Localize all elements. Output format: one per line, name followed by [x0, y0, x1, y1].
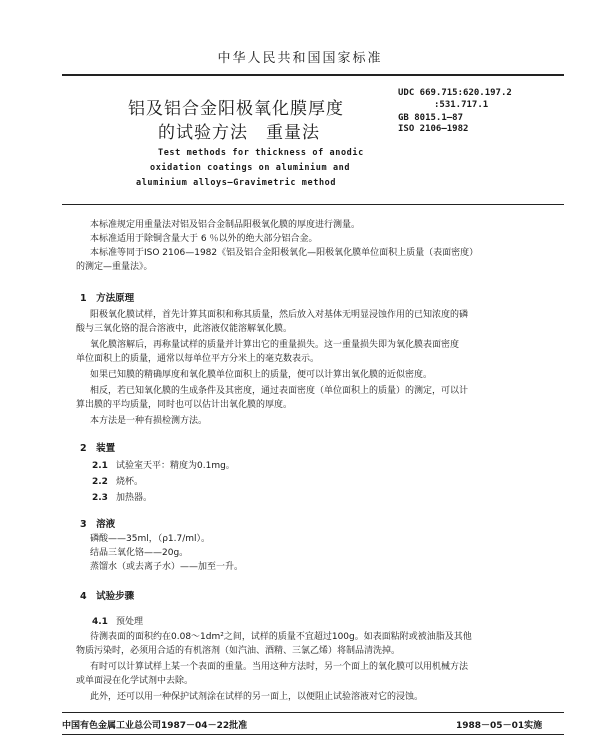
section-4-heading: 4 试验步骤 [80, 591, 135, 602]
s4-sub-num: 4.1 [92, 617, 108, 627]
intro-line: 本标准等同于ISO 2106—1982《铝及铝合金阳极氧化—阳极氧化膜单位面积上质量（表面密度） [90, 248, 479, 258]
s4-line: 物质污染时，必须用合适的有机溶剂（如汽油、酒精、三氯乙烯）将制品清洗掉。 [76, 646, 401, 656]
s4-line: 待测表面的面积约在0.08～1dm²之间，试样的质量不宜超过100g。如表面粘附或被油脂及其他 [90, 632, 472, 642]
s1-line: 阳极氧化膜试样，首先计算其面积和称其质量，然后放入对基体无明显浸蚀作用的已知浓度的磷 [90, 310, 469, 320]
approval-date: 中国有色金属工业总公司1987－04－22批准 [62, 721, 248, 731]
s1-line: 如果已知膜的精确厚度和氧化膜单位面积上的质量，便可以计算出氧化膜的近似密度。 [90, 370, 433, 380]
s1-line: 单位面积上的质量，通常以每单位平方分米上的毫克数表示。 [76, 354, 320, 364]
title-cn-line-1: 铝及铝合金阳极氧化膜厚度 [128, 99, 344, 119]
s3-line: 蒸馏水（或去离子水）——加至一升。 [90, 562, 244, 572]
iso-code: ISO 2106—1982 [398, 124, 469, 134]
s1-line: 相反，若已知氧化膜的生成条件及其密度，通过表面密度（单位面积上的质量）的测定，可以计 [90, 386, 469, 396]
s4-line: 或单面浸在化学试剂中去除。 [76, 676, 194, 686]
s1-line: 算出膜的平均质量，同时也可以估计出氧化膜的厚度。 [76, 400, 293, 410]
title-rule [62, 204, 564, 205]
intro-line: 本标准适用于除铜含量大于 6 ％以外的绝大部分铝合金。 [90, 234, 318, 244]
intro-line: 本标准规定用重量法对铝及铝合金制品阳极氧化膜的厚度进行测量。 [90, 220, 361, 230]
s2-item-num: 2.2 [92, 477, 108, 487]
standard-header: 中华人民共和国国家标准 [217, 51, 383, 66]
section-3-heading: 3 溶液 [80, 519, 116, 530]
gb-code: GB 8015.1—87 [398, 113, 464, 123]
udc-code-cont: :531.717.1 [434, 100, 489, 110]
s2-item-num: 2.3 [92, 493, 108, 503]
s4-sub-title: 预处理 [116, 617, 144, 627]
header-rule [62, 74, 564, 76]
title-en-line-1: Test methods for thickness of anodic [158, 148, 364, 158]
s2-item-text: 烧杯。 [116, 477, 144, 487]
s1-line: 本方法是一种有损检测方法。 [90, 416, 208, 426]
section-1-heading: 1 方法原理 [80, 293, 135, 304]
s4-line: 有时可以计算试样上某一个表面的重量。当用这种方法时，另一个面上的氧化膜可以用机械方法 [90, 662, 469, 672]
title-en-line-3: aluminium alloys—Gravimetric method [136, 178, 337, 188]
udc-code: UDC 669.715:620.197.2 [398, 88, 512, 98]
s2-item-text: 加热器。 [116, 493, 153, 503]
s1-line: 氧化膜溶解后，再称量试样的质量并计算出它的重量损失。这一重量损失即为氧化膜表面密度 [90, 340, 460, 350]
s2-item [92, 490, 152, 503]
footer-rule [62, 712, 564, 713]
s3-line: 结晶三氧化铬——20g。 [90, 548, 189, 558]
s2-item [92, 458, 235, 471]
s2-item-num: 2.1 [92, 461, 108, 471]
s2-item-text: 试验室天平：精度为0.1mg。 [116, 461, 235, 471]
intro-line: 的测定—重量法》。 [76, 262, 153, 272]
footer-bottom-rule [62, 734, 564, 735]
section-2-heading: 2 装置 [80, 443, 116, 454]
s4-sub-heading [92, 614, 143, 627]
title-en-line-2: oxidation coatings on aluminium and [150, 163, 351, 173]
title-cn-line-2: 的试验方法 重量法 [158, 123, 320, 143]
s3-line: 磷酸——35ml，（ρ1.7/ml）。 [90, 534, 211, 544]
effective-date: 1988－05－01实施 [456, 721, 543, 731]
s4-line: 此外，还可以用一种保护试剂涂在试样的另一面上，以便阻止试验溶液对它的浸蚀。 [90, 692, 424, 702]
s2-item [92, 474, 143, 487]
s1-line: 酸与三氧化铬的混合溶液中，此溶液仅能溶解氧化膜。 [76, 324, 293, 334]
